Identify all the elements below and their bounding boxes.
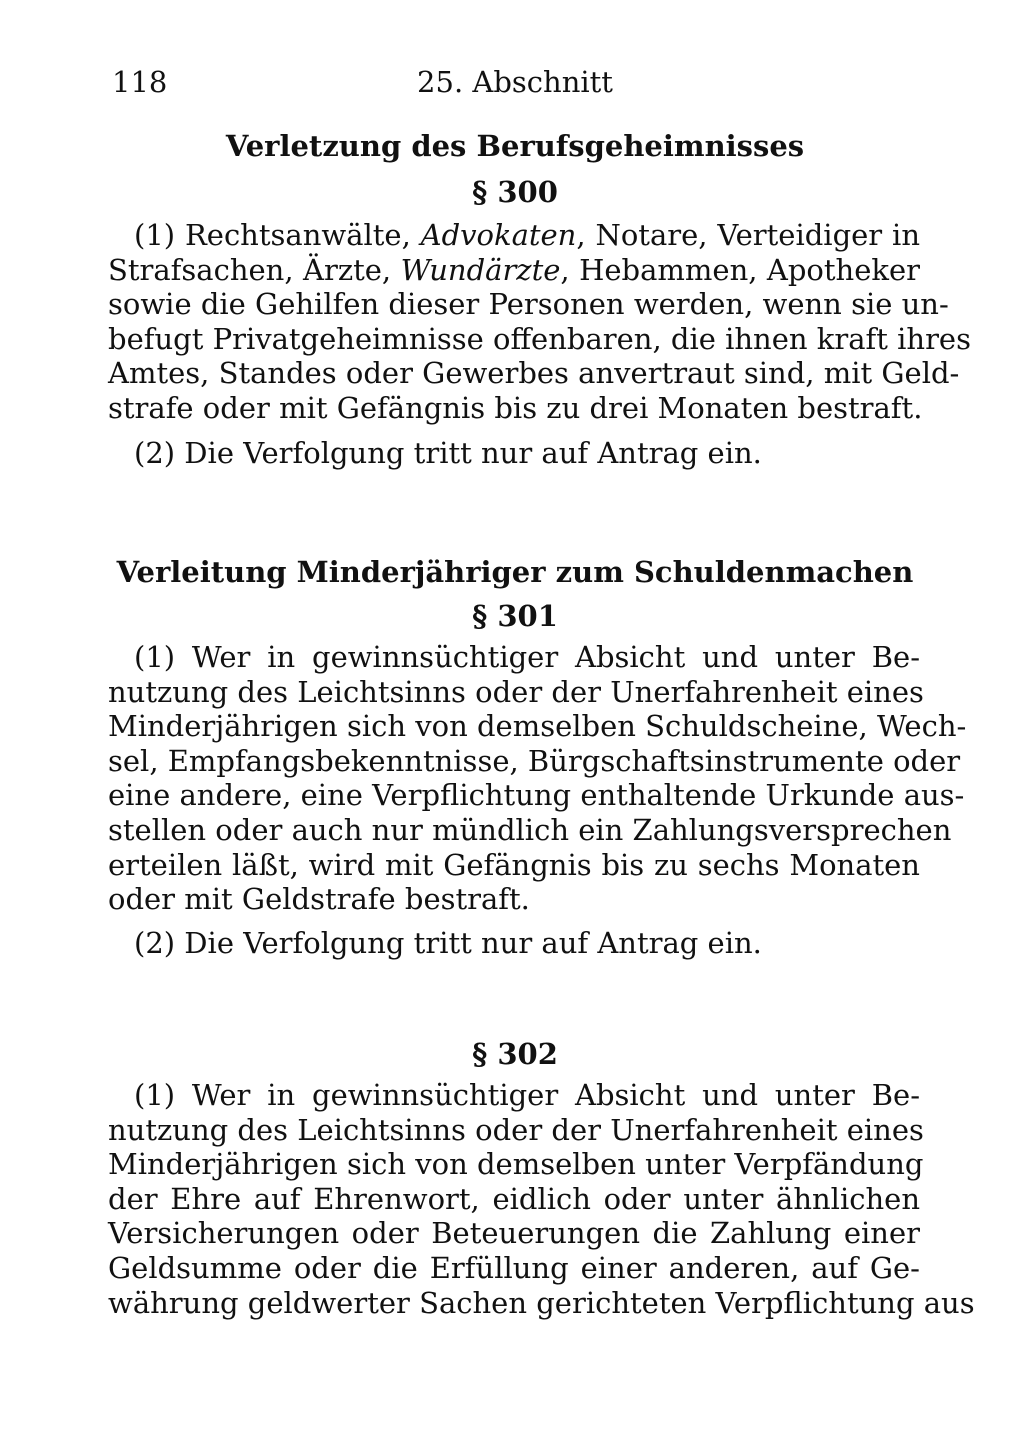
text-line: Versicherungen oder Beteuerungen die Zahlung einer bbox=[108, 1216, 920, 1251]
text-line: strafe oder mit Gefängnis bis zu drei Monaten bestraft. bbox=[108, 390, 923, 425]
text-line: nutzung des Leichtsinns oder der Unerfahrenheit eines bbox=[108, 1112, 924, 1147]
text-line: Minderjährigen sich von demselben unter Verpfändung bbox=[108, 1147, 924, 1182]
text-line: nutzung des Leichtsinns oder der Unerfahrenheit eines bbox=[108, 674, 924, 709]
text-line: oder mit Geldstrafe bestraft. bbox=[108, 882, 530, 917]
section-300-paragraph-2 bbox=[108, 436, 920, 471]
section-301-title: Verleitung Minderjähriger zum Schuldenmachen bbox=[116, 555, 914, 589]
section-301-paragraph-1 bbox=[108, 640, 967, 917]
text-line: Minderjährigen sich von demselben Schuldscheine, Wech- bbox=[108, 709, 967, 744]
text-line: (1) Wer in gewinnsüchtiger Absicht und unter Be- bbox=[134, 1078, 920, 1112]
section-300-title: Verletzung des Berufsgeheimnisses bbox=[225, 129, 805, 163]
chapter-title: 25. Abschnitt bbox=[417, 65, 613, 99]
text-line: Geldsumme oder die Erfüllung einer anderen, auf Ge- bbox=[108, 1250, 920, 1285]
section-302-sign: § 302 bbox=[472, 1037, 558, 1071]
running-head bbox=[112, 62, 918, 102]
text-line: (1) Wer in gewinnsüchtiger Absicht und unter Be- bbox=[134, 640, 920, 674]
text-line: stellen oder auch nur mündlich ein Zahlungsversprechen bbox=[108, 812, 952, 847]
text-line: sowie die Gehilfen dieser Personen werden, wenn sie un- bbox=[108, 287, 949, 322]
text-line: sel, Empfangsbekenntnisse, Bürgschaftsinstrumente oder bbox=[108, 743, 961, 778]
text-line: befugt Privatgeheimnisse offenbaren, die ihnen kraft ihres bbox=[108, 321, 971, 356]
section-300-sign: § 300 bbox=[472, 175, 558, 209]
text-line: währung geldwerter Sachen gerichteten Verpflichtung aus bbox=[108, 1285, 975, 1320]
text-line: eine andere, eine Verpflichtung enthaltende Urkunde aus- bbox=[108, 778, 965, 813]
text-line: erteilen läßt, wird mit Gefängnis bis zu sechs Monaten bbox=[108, 847, 920, 882]
text-line: (2) Die Verfolgung tritt nur auf Antrag ein. bbox=[134, 926, 762, 960]
page-number: 118 bbox=[112, 65, 168, 99]
text-line: Strafsachen, Ärzte, Wundärzte, Hebammen, Apotheker bbox=[108, 252, 920, 287]
text-line: (2) Die Verfolgung tritt nur auf Antrag ein. bbox=[134, 436, 762, 470]
text-line: der Ehre auf Ehrenwort, eidlich oder unter ähnlichen bbox=[108, 1181, 920, 1216]
section-300-paragraph-1 bbox=[108, 218, 971, 426]
text-line: Amtes, Standes oder Gewerbes anvertraut sind, mit Geld- bbox=[108, 356, 960, 391]
text-line: (1) Rechtsanwälte, Advokaten, Notare, Verteidiger in bbox=[134, 218, 920, 252]
section-301-sign: § 301 bbox=[472, 599, 558, 633]
section-301-paragraph-2 bbox=[108, 926, 920, 961]
section-302-paragraph-1 bbox=[108, 1078, 975, 1320]
